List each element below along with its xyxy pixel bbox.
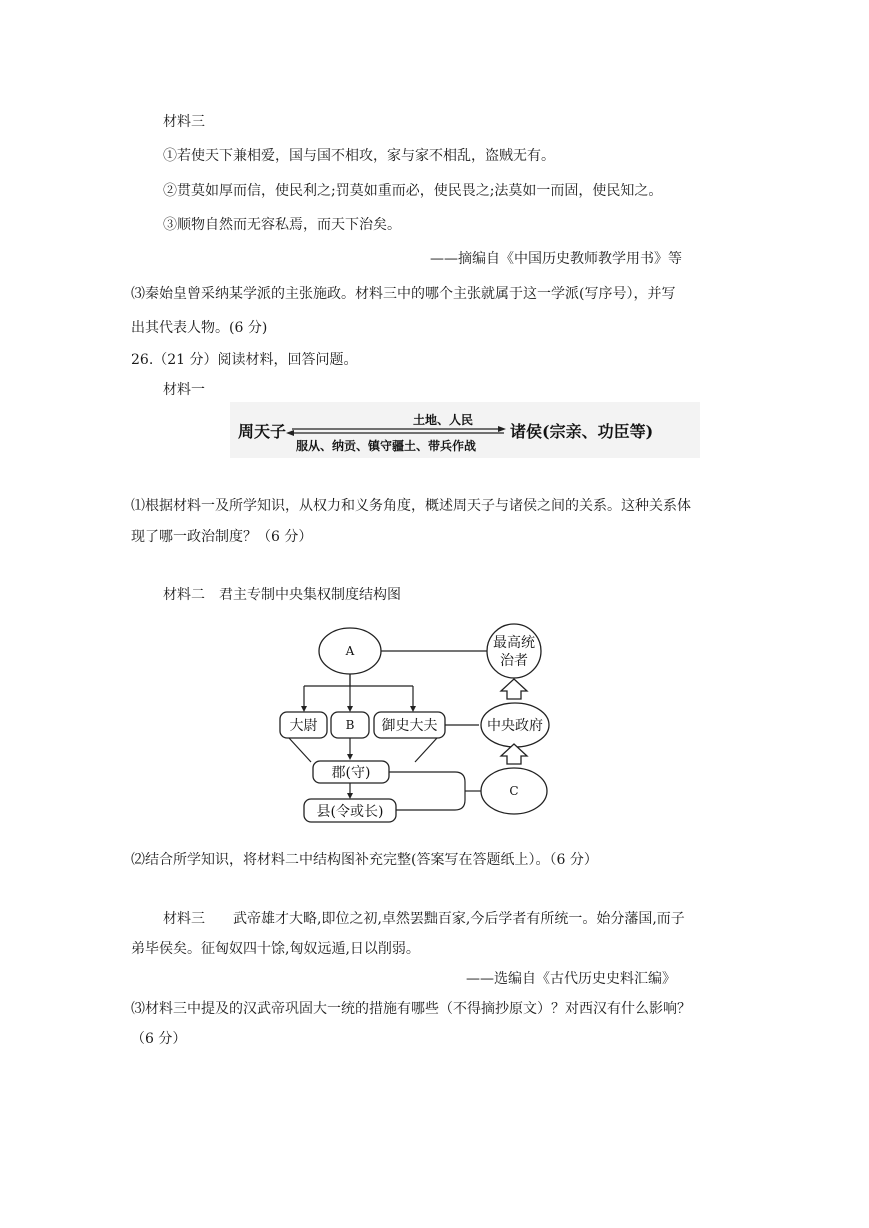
jun-label: 郡(守) <box>331 765 371 781</box>
question-25-3-line2: 出其代表人物。(6 分) <box>131 320 268 336</box>
node-supreme-ruler <box>487 624 541 678</box>
taiwei-label: 大尉 <box>289 718 318 734</box>
land-people-label: 土地、人民 <box>413 413 474 427</box>
question-26-2: ⑵结合所学知识，将材料二中结构图补充完整(答案写在答题纸上）。（6 分） <box>131 852 598 868</box>
yushi-label: 御史大夫 <box>381 718 438 734</box>
supreme-ruler-label-1: 最高统 <box>493 635 535 651</box>
central-government-label: 中央政府 <box>487 718 543 734</box>
material2-title: 材料二 君主专制中央集权制度结构图 <box>163 587 401 603</box>
question-25-3-line1: ⑶秦始皇曾采纳某学派的主张施政。材料三中的哪个主张就属于这一学派(写序号），并写 <box>131 286 676 302</box>
material3-item-1: ①若使天下兼相爱，国与国不相攻，家与家不相乱，盗贼无有。 <box>163 148 555 164</box>
local-bracket <box>389 772 465 810</box>
material3-item-2: ②贯莫如厚而信，使民利之;罚莫如重而必，使民畏之;法莫如一而固，使民知之。 <box>163 183 663 199</box>
zhou-king-label: 周天子 <box>238 422 287 441</box>
question-26-1-line1: ⑴根据材料一及所学知识，从权力和义务角度，概述周天子与诸侯之间的关系。这种关系体 <box>131 498 691 514</box>
node-c-label: C <box>509 784 519 798</box>
vassals-label: 诸侯(宗亲、功臣等) <box>510 422 654 441</box>
xian-label: 县(令或长) <box>316 804 384 820</box>
question-26-1-line2: 现了哪一政治制度？（6 分） <box>131 529 313 545</box>
feudal-relation-diagram <box>230 402 700 458</box>
node-a-label: A <box>345 644 355 658</box>
node-b-label: B <box>345 718 355 732</box>
question-26-3-line2: （6 分） <box>131 1031 187 1047</box>
material3-han-line1: 材料三 武帝雄才大略,即位之初,卓然罢黜百家,今后学者有所统一。始分藩国,而子 <box>163 911 685 927</box>
question-26-3-line1: ⑶材料三中提及的汉武帝巩固大一统的措施有哪些（不得摘抄原文）？对西汉有什么影响？ <box>131 1001 691 1017</box>
material3-han-source: ——选编自《古代历史史料汇编》 <box>466 971 676 987</box>
question-26-header: 26.（21 分）阅读材料，回答问题。 <box>131 352 358 368</box>
material3-item-3: ③顺物自然而无容私焉，而天下治矣。 <box>163 217 401 233</box>
central-to-ruler-arrow <box>501 679 527 699</box>
centralization-structure-diagram <box>275 622 555 828</box>
duties-label: 服从、纳贡、镇守疆土、带兵作战 <box>296 439 477 453</box>
material1-title: 材料一 <box>163 382 205 398</box>
supreme-ruler-label-2: 治者 <box>500 653 528 669</box>
material3-title: 材料三 <box>163 114 205 130</box>
material3-source: ——摘编自《中国历史教师教学用书》等 <box>430 251 682 267</box>
material3-han-line2: 弟毕侯矣。征匈奴四十馀,匈奴远遁,日以削弱。 <box>131 941 420 957</box>
